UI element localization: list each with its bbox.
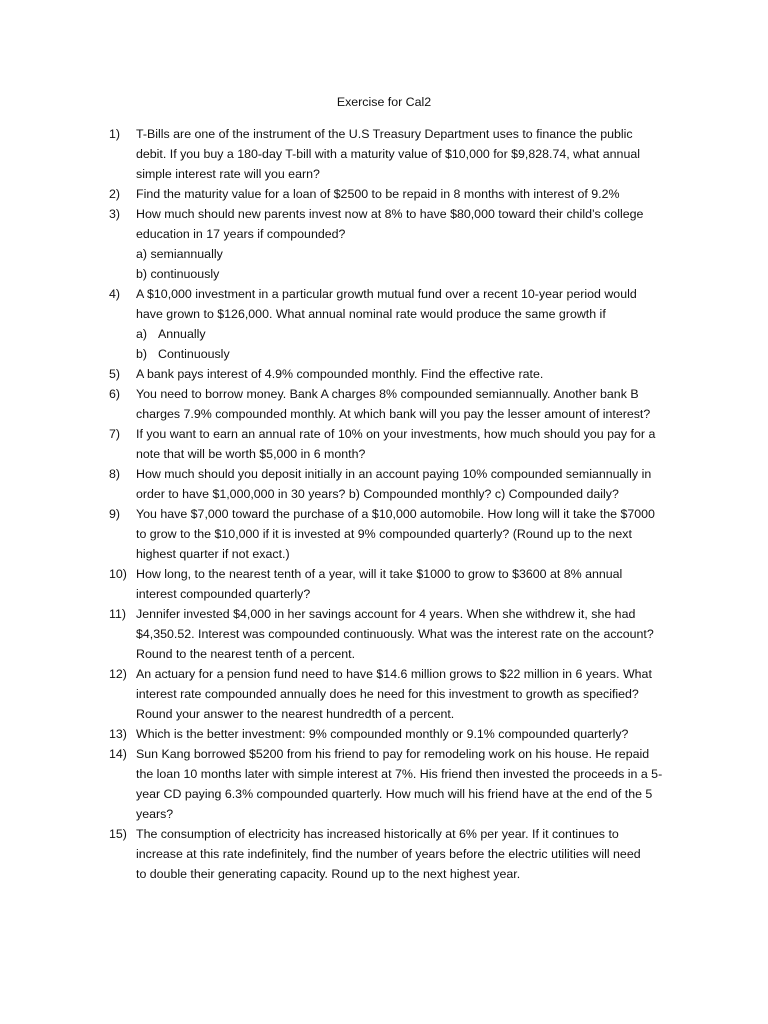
- question-text-line: An actuary for a pension fund need to have $14.6 million grows to $22 million in 6 years. What: [136, 667, 652, 681]
- question-text-line: The consumption of electricity has increased historically at 6% per year. If it continues to: [136, 827, 619, 841]
- question-text-line: charges 7.9% compounded monthly. At which bank will you pay the lesser amount of interest?: [136, 407, 651, 421]
- question-text-line: $4,350.52. Interest was compounded continuously. What was the interest rate on the account?: [136, 627, 654, 641]
- question-text-line: How much should you deposit initially in an account paying 10% compounded semiannually in: [136, 467, 652, 481]
- question-text-line: A $10,000 investment in a particular growth mutual fund over a recent 10-year period would: [136, 287, 637, 301]
- question-text-line: Find the maturity value for a loan of $2500 to be repaid in 8 months with interest of 9.2%: [136, 187, 620, 201]
- question-text-line: How much should new parents invest now at 8% to have $80,000 toward their child’s college: [136, 207, 644, 221]
- sub-question: [136, 344, 682, 364]
- question-12: [109, 664, 682, 724]
- question-15: [109, 824, 682, 884]
- question-text-line: A bank pays interest of 4.9% compounded monthly. Find the effective rate.: [136, 367, 544, 381]
- question-number: 3): [109, 207, 121, 221]
- question-8: [109, 464, 682, 504]
- question-text-line: Which is the better investment: 9% compounded monthly or 9.1% compounded quarterly?: [136, 727, 629, 741]
- question-text-line: years?: [136, 807, 174, 821]
- question-number: 5): [109, 367, 121, 381]
- question-number: 13): [109, 727, 127, 741]
- page-title: Exercise for Cal2: [336, 95, 432, 109]
- question-6: [109, 384, 682, 424]
- sub-question-text: Continuously: [158, 347, 230, 361]
- question-7: [109, 424, 682, 464]
- sub-question-label: a): [136, 327, 148, 341]
- question-2: [109, 184, 682, 204]
- question-text-line: interest compounded quarterly?: [136, 587, 311, 601]
- question-number: 15): [109, 827, 127, 841]
- question-text-line: Round to the nearest tenth of a percent.: [136, 647, 356, 661]
- question-text-line: debit. If you buy a 180-day T-bill with a maturity value of $10,000 for $9,828.74, what annual: [136, 147, 640, 161]
- question-number: 12): [109, 667, 127, 681]
- question-4: [109, 284, 682, 364]
- question-number: 2): [109, 187, 121, 201]
- question-text-line: note that will be worth $5,000 in 6 month?: [136, 447, 366, 461]
- question-text-line: year CD paying 6.3% compounded quarterly. How much will his friend have at the end of the 5: [136, 787, 653, 801]
- question-11: [109, 604, 682, 664]
- question-text-line: Jennifer invested $4,000 in her savings account for 4 years. When she withdrew it, she had: [136, 607, 636, 621]
- question-text-line: simple interest rate will you earn?: [136, 167, 320, 181]
- sub-question: a) semiannually: [136, 247, 223, 261]
- question-text-line: Round your answer to the nearest hundredth of a percent.: [136, 707, 455, 721]
- question-text-line: order to have $1,000,000 in 30 years? b) Compounded monthly? c) Compounded daily?: [136, 487, 619, 501]
- sub-question: b) continuously: [136, 267, 220, 281]
- question-list: [109, 124, 682, 884]
- question-number: 10): [109, 567, 127, 581]
- question-text-line: have grown to $126,000. What annual nominal rate would produce the same growth if: [136, 307, 606, 321]
- question-text-line: highest quarter if not exact.): [136, 547, 290, 561]
- question-text-line: If you want to earn an annual rate of 10% on your investments, how much should you pay for a: [136, 427, 656, 441]
- question-3: [109, 204, 682, 284]
- question-number: 11): [109, 607, 126, 621]
- question-number: 7): [109, 427, 121, 441]
- question-number: 9): [109, 507, 121, 521]
- question-13: [109, 724, 682, 744]
- question-text-line: to double their generating capacity. Round up to the next highest year.: [136, 867, 521, 881]
- question-1: [109, 124, 682, 184]
- question-text-line: interest rate compounded annually does he need for this investment to growth as specified?: [136, 687, 639, 701]
- question-text-line: Sun Kang borrowed $5200 from his friend to pay for remodeling work on his house. He repaid: [136, 747, 650, 761]
- question-text-line: How long, to the nearest tenth of a year, will it take $1000 to grow to $3600 at 8% annual: [136, 567, 623, 581]
- question-number: 1): [109, 127, 121, 141]
- sub-question-text: Annually: [158, 327, 206, 341]
- question-text-line: You need to borrow money. Bank A charges 8% compounded semiannually. Another bank B: [136, 387, 639, 401]
- question-number: 4): [109, 287, 121, 301]
- question-number: 6): [109, 387, 121, 401]
- question-10: [109, 564, 682, 604]
- question-number: 14): [109, 747, 127, 761]
- question-number: 8): [109, 467, 121, 481]
- question-5: [109, 364, 682, 384]
- sub-question-label: b): [136, 347, 148, 361]
- question-text-line: increase at this rate indefinitely, find the number of years before the electric utilities will need: [136, 847, 641, 861]
- question-9: [109, 504, 682, 564]
- question-text-line: to grow to the $10,000 if it is invested at 9% compounded quarterly? (Round up to the next: [136, 527, 632, 541]
- question-text-line: You have $7,000 toward the purchase of a $10,000 automobile. How long will it take the $7000: [136, 507, 655, 521]
- question-14: [109, 744, 682, 824]
- question-text-line: T-Bills are one of the instrument of the U.S Treasury Department uses to finance the public: [136, 127, 633, 141]
- question-text-line: education in 17 years if compounded?: [136, 227, 346, 241]
- question-text-line: the loan 10 months later with simple interest at 7%. His friend then invested the proceeds in a 5-: [136, 767, 663, 781]
- sub-question: [136, 324, 682, 344]
